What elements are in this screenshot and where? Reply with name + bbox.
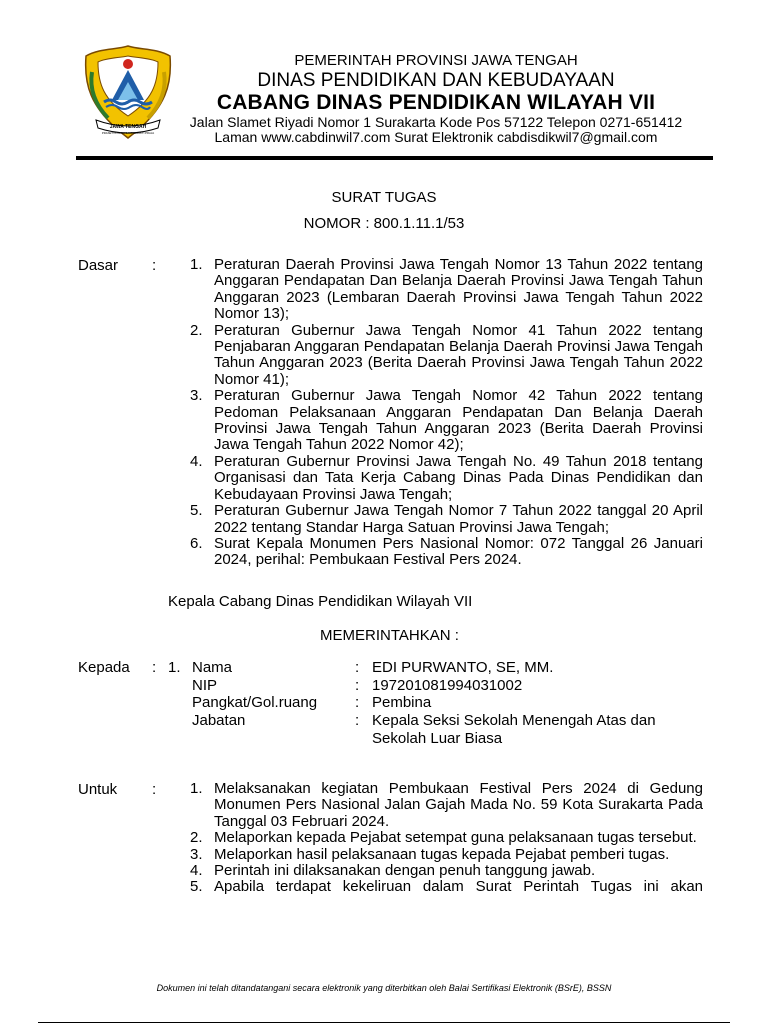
footer-divider bbox=[38, 1022, 730, 1023]
list-item: 4. Peraturan Gubernur Provinsi Jawa Tengah No. 49 Tahun 2018 tentang Organisasi dan Tata Kerja Cabang Dinas Pada Dinas Pendidikan dan Kebudayaan Provinsi Jawa Tengah; bbox=[190, 452, 703, 503]
field-label-pangkat: Pangkat/Gol.ruang bbox=[192, 694, 318, 711]
issuing-authority: Kepala Cabang Dinas Pendidikan Wilayah VII bbox=[168, 593, 473, 610]
list-item: 2. Melaporkan kepada Pejabat setempat guna pelaksanaan tugas tersebut. bbox=[190, 829, 697, 847]
field-value-jabatan: Kepala Seksi Sekolah Menengah Atas dan bbox=[372, 712, 656, 729]
dasar-colon: : bbox=[152, 257, 157, 274]
kepada-label: Kepada bbox=[78, 659, 130, 676]
untuk-list bbox=[190, 781, 703, 896]
letterhead-contact: Laman www.cabdinwil7.com Surat Elektronik cabdisdikwil7@gmail.com bbox=[214, 129, 658, 146]
document-number: NOMOR : 800.1.11.1/53 bbox=[303, 215, 465, 232]
command-heading: MEMERINTAHKAN : bbox=[320, 627, 459, 644]
list-item: 1. Melaksanakan kegiatan Pembukaan Festival Pers 2024 di Gedung Monumen Pers Nasional Jalan Gajah Mada No. 59 Kota Surakarta Pada Tanggal 03 Februari 2024. bbox=[190, 780, 703, 830]
letterhead-address: Jalan Slamet Riyadi Nomor 1 Surakarta Kode Pos 57122 Telepon 0271-651412 bbox=[189, 113, 683, 130]
letterhead-divider bbox=[76, 156, 713, 160]
list-item: 6. Surat Kepala Monumen Pers Nasional Nomor: 072 Tanggal 26 Januari 2024, perihal: Pembukaan Festival Pers 2024. bbox=[190, 534, 703, 569]
field-label-jabatan: Jabatan bbox=[192, 712, 246, 729]
list-item: 1. Peraturan Daerah Provinsi Jawa Tengah Nomor 13 Tahun 2022 tentang Anggaran Pendapatan Dan Belanja Daerah Provinsi Jawa Tengah Tahun Anggaran 2023 (Lembaran Daerah Provinsi Jawa Tengah Tahun 2022 Nomor 13); bbox=[190, 256, 703, 323]
list-item: 3. Melaporkan hasil pelaksanaan tugas kepada Pejabat pemberi tugas. bbox=[190, 845, 670, 863]
dasar-list bbox=[190, 257, 703, 569]
field-sep: : bbox=[355, 712, 360, 729]
untuk-colon: : bbox=[152, 781, 157, 798]
list-item: 4. Perintah ini dilaksanakan dengan penuh tanggung jawab. bbox=[190, 862, 596, 880]
field-value-jabatan-cont: Sekolah Luar Biasa bbox=[372, 730, 503, 747]
field-sep: : bbox=[355, 677, 360, 694]
field-sep: : bbox=[355, 659, 360, 676]
kepada-colon: : bbox=[152, 659, 157, 676]
field-label-nip: NIP bbox=[192, 677, 218, 694]
letterhead-branch: CABANG DINAS PENDIDIKAN WILAYAH VII bbox=[216, 91, 656, 115]
document-title: SURAT TUGAS bbox=[331, 189, 437, 206]
central-java-coat-of-arms-icon bbox=[78, 42, 178, 142]
logo-ribbon-text: JAWA TENGAH bbox=[109, 124, 147, 130]
field-sep: : bbox=[355, 694, 360, 711]
letterhead-government: PEMERINTAH PROVINSI JAWA TENGAH bbox=[294, 52, 578, 69]
electronic-signature-note: Dokumen ini telah ditandatangani secara elektronik yang diterbitkan oleh Balai Sertifikasi Elektronik (BSrE), BSSN bbox=[156, 983, 612, 993]
logo-motto-text: PRASETYA ULAH SAKTI BHAKTI PRAJA bbox=[101, 131, 155, 135]
field-value-pangkat: Pembina bbox=[372, 694, 432, 711]
list-item: 5. Apabila terdapat kekeliruan dalam Surat Perintah Tugas ini akan bbox=[190, 878, 703, 896]
field-value-nama: EDI PURWANTO, SE, MM. bbox=[372, 659, 554, 676]
dasar-label: Dasar bbox=[78, 257, 119, 274]
list-item: 5. Peraturan Gubernur Jawa Tengah Nomor 7 Tahun 2022 tanggal 20 April 2022 tentang Standar Harga Satuan Provinsi Jawa Tengah; bbox=[190, 502, 703, 536]
field-label-nama: Nama bbox=[192, 659, 233, 676]
untuk-label: Untuk bbox=[78, 781, 118, 798]
letterhead-agency: DINAS PENDIDIKAN DAN KEBUDAYAAN bbox=[257, 69, 615, 91]
list-item: 3. Peraturan Gubernur Jawa Tengah Nomor 42 Tahun 2022 tentang Pedoman Pelaksanaan Anggaran Pendapatan Dan Belanja Daerah Provinsi Jawa Tengah Tahun Anggaran 2023 (Berita Daerah Provinsi Jawa Tengah Tahun 2022 Nomor 42); bbox=[190, 387, 703, 454]
list-item: 2. Peraturan Gubernur Jawa Tengah Nomor 41 Tahun 2022 tentang Penjabaran Anggaran Pendapatan Belanja Daerah Provinsi Jawa Tengah Tahun Anggaran 2023 (Berita Daerah Provinsi Jawa Tengah Tahun 2022 Nomor 41); bbox=[190, 321, 703, 388]
field-value-nip: 197201081994031002 bbox=[372, 677, 523, 694]
kepada-number: 1. bbox=[168, 659, 181, 676]
letterhead bbox=[180, 53, 692, 146]
